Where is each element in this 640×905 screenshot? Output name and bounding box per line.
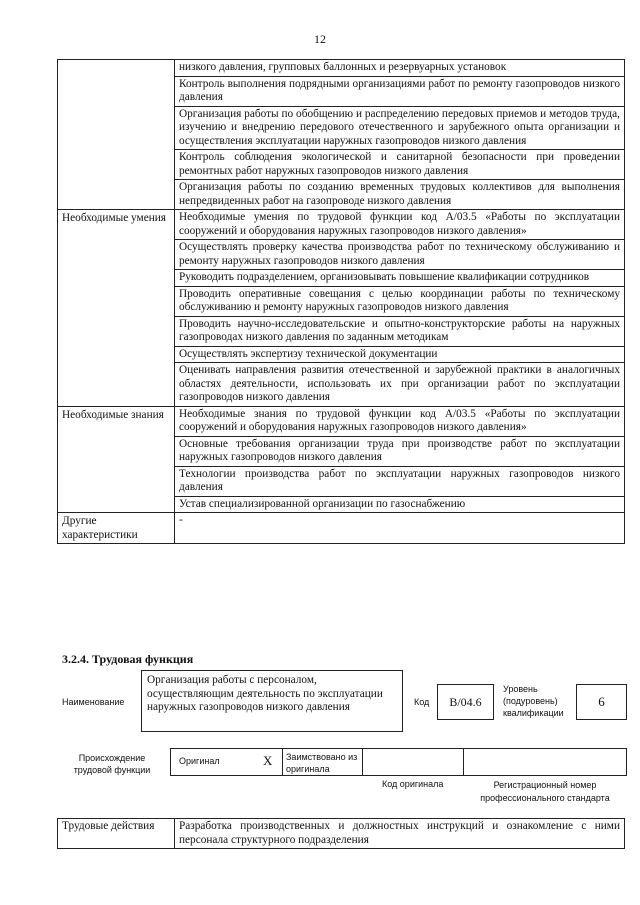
table-cell: низкого давления, групповых баллонных и резервуарных установок (175, 60, 625, 77)
code-original-box (362, 748, 465, 776)
level-box (576, 684, 627, 720)
reg-number-box (463, 748, 627, 776)
table-cell: Устав специализированной организации по газоснабжению (175, 496, 625, 513)
original-mark: X (263, 753, 273, 768)
table-cell: Необходимые умения по трудовой функции код А/03.5 «Работы по эксплуатации сооружений и оборудования наружных газопроводов низкого давления» (175, 210, 625, 240)
section-title: 3.2.4. Трудовая функция (62, 652, 194, 666)
code-label: Код (414, 697, 430, 707)
table-cell: Проводить научно-исследовательские и опытно-конструкторские работы на наружных газопроводах низкого давления по заданным методикам (175, 316, 625, 346)
table-cell: Проводить оперативные совещания с целью координации работы по техническому обслуживанию и ремонту наружных газопроводов низкого давления (175, 286, 625, 316)
table-cell: Организация работы по обобщению и распределению передовых приемов и методов труда, изучению и внедрению передового отечественного и зарубежного опыта организации и осуществления эксплуатации наружных газопроводов низкого давления (175, 106, 625, 150)
function-name: Организация работы с персоналом, осуществляющим деятельность по эксплуатации наружных газопроводов низкого давления (147, 674, 383, 713)
row-label: Необходимые умения (58, 210, 175, 407)
table-cell: Технологии производства работ по эксплуатации наружных газопроводов низкого давления (175, 466, 625, 496)
table-cell: Руководить подразделением, организовывать повышение квалификации сотрудников (175, 270, 625, 287)
reg-number-label: Регистрационный номер профессионального стандарта (480, 780, 610, 803)
table-cell: Контроль выполнения подрядными организациями работ по ремонту газопроводов низкого давления (175, 76, 625, 106)
borrowed-label: Заимствовано из оригинала (286, 752, 358, 774)
table-cell: - (175, 513, 625, 544)
code-box (437, 684, 494, 720)
table-row (58, 60, 625, 77)
row-label: Необходимые знания (58, 406, 175, 513)
borrowed-box (282, 748, 364, 776)
table-cell: Основные требования организации труда при производстве работ по эксплуатации наружных газопроводов низкого давления (175, 436, 625, 466)
table-cell: Контроль соблюдения экологической и санитарной безопасности при проведении ремонтных работ наружных газопроводов низкого давления (175, 150, 625, 180)
level-label: Уровень (подуровень) квалификации (503, 684, 564, 718)
requirements-table (57, 59, 625, 544)
table-cell: Необходимые знания по трудовой функции код А/03.5 «Работы по эксплуатации сооружений и оборудования наружных газопроводов низкого давления» (175, 406, 625, 436)
table-cell: Осуществлять проверку качества производства работ по техническому обслуживанию и ремонту наружных газопроводов низкого давления (175, 240, 625, 270)
original-label: Оригинал (179, 756, 220, 766)
table-cell: Оценивать направления развития отечественной и зарубежной практики в аналогичных областях деятельности, использовать их при организации работ по эксплуатации газопроводов низкого давления (175, 363, 625, 407)
original-box (170, 748, 284, 776)
actions-table (57, 818, 625, 849)
origin-label: Происхождение трудовой функции (73, 753, 151, 775)
code-original-label: Код оригинала (382, 779, 444, 789)
row-label: Трудовые действия (58, 819, 175, 849)
table-cell: Организация работы по созданию временных трудовых коллективов для выполнения непредвиденных работ на газопроводе низкого давления (175, 180, 625, 210)
table-row (58, 513, 625, 544)
name-label: Наименование (62, 697, 125, 707)
table-cell: Осуществлять экспертизу технической документации (175, 346, 625, 363)
level-value: 6 (598, 694, 605, 709)
code-value: В/04.6 (449, 694, 482, 709)
function-name-box (141, 670, 403, 732)
table-row (58, 406, 625, 436)
row-label (58, 60, 175, 210)
table-row (58, 210, 625, 240)
page-number: 12 (314, 32, 326, 46)
table-cell: Разработка производственных и должностных инструкций и ознакомление с ними персонала структурного подразделения (175, 819, 625, 849)
row-label: Другие характеристики (58, 513, 175, 544)
table-row (58, 819, 625, 849)
